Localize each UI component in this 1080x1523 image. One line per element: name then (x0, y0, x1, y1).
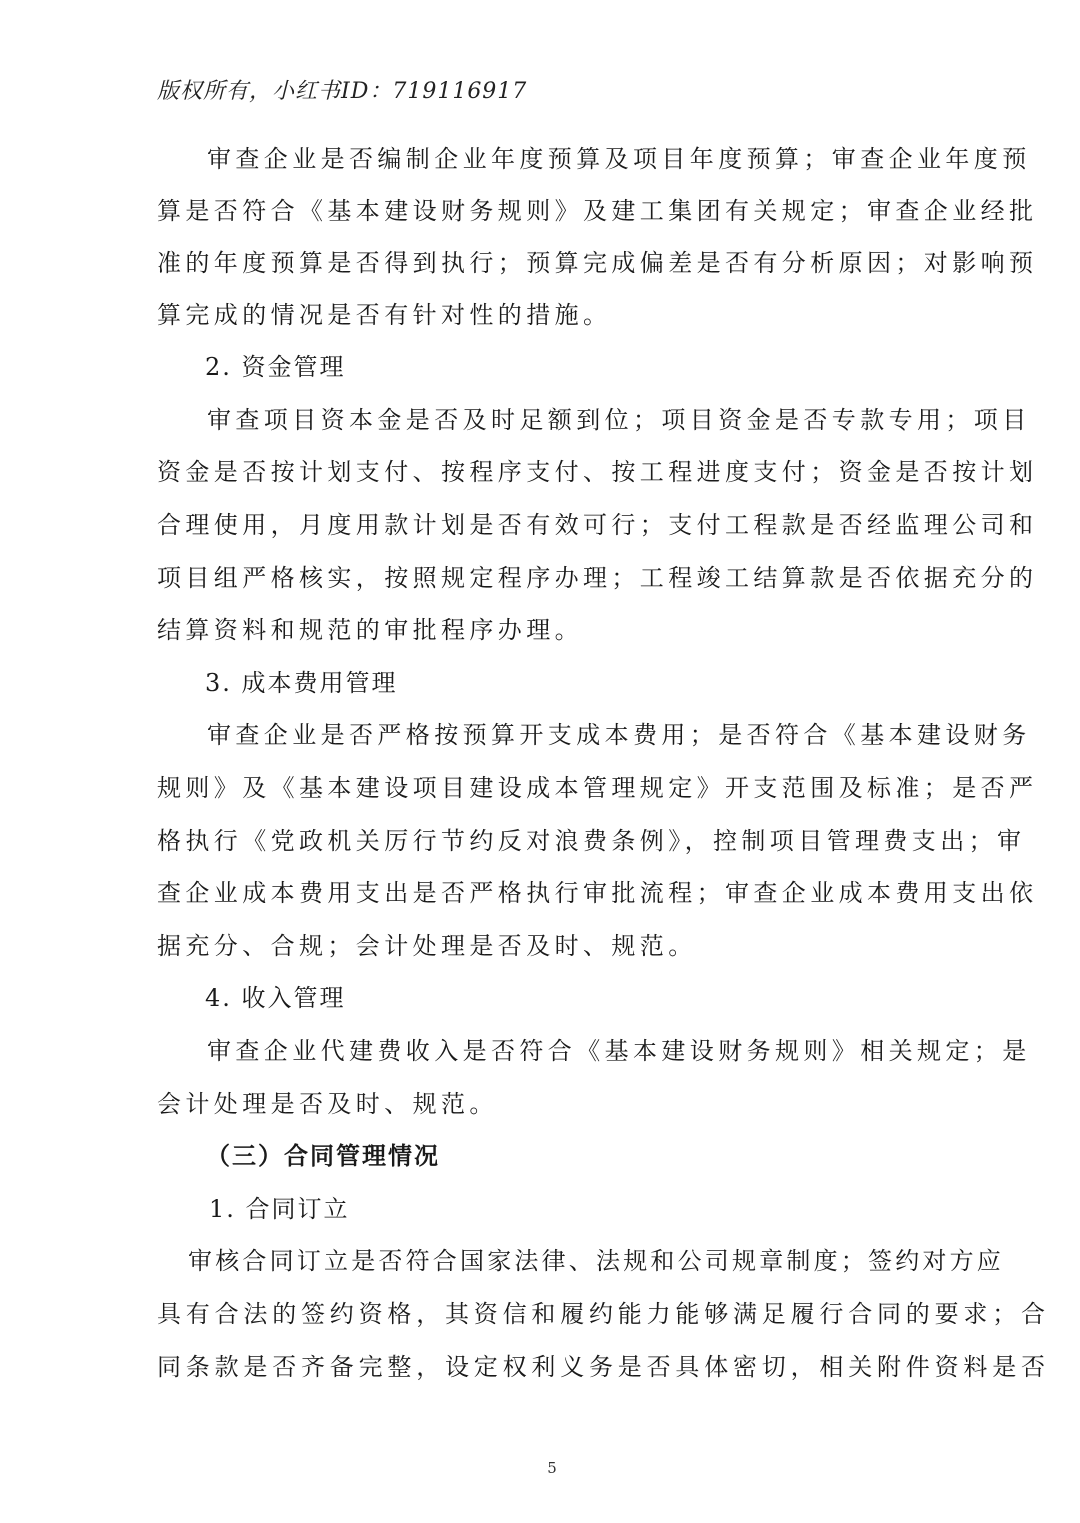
paragraph-line: 格执行《党政机关厉行节约反对浪费条例》，控制项目管理费支出；审 (157, 827, 1026, 855)
paragraph-line: 审核合同订立是否符合国家法律、法规和公司规章制度；签约对方应 (188, 1247, 1004, 1275)
paragraph-line: 审查企业是否严格按预算开支成本费用；是否符合《基本建设财务 (207, 721, 1031, 749)
paragraph-line: 准的年度预算是否得到执行；预算完成偏差是否有分析原因；对影响预 (157, 249, 1038, 277)
paragraph-line: 规则》及《基本建设项目建设成本管理规定》开支范围及标准；是否严 (157, 774, 1038, 802)
paragraph-line: 审查企业代建费收入是否符合《基本建设财务规则》相关规定；是 (207, 1037, 1031, 1065)
paragraph-line: 会计处理是否及时、规范。 (157, 1090, 498, 1118)
paragraph-line: 算完成的情况是否有针对性的措施。 (157, 301, 612, 329)
paragraph-line: 资金是否按计划支付、按程序支付、按工程进度支付；资金是否按计划 (157, 458, 1038, 486)
chapter-heading: （三）合同管理情况 (206, 1141, 440, 1170)
paragraph-line: 审查项目资本金是否及时足额到位；项目资金是否专款专用；项目 (207, 406, 1031, 434)
page-number: 5 (547, 1459, 557, 1477)
watermark-text: 版权所有，小红书ID：719116917 (157, 79, 528, 104)
paragraph-line: 同条款是否齐备完整，设定权利义务是否具体密切，相关附件资料是否 (157, 1353, 1050, 1381)
paragraph-line: 项目组严格核实，按照规定程序办理；工程竣工结算款是否依据充分的 (157, 564, 1038, 592)
paragraph-line: 查企业成本费用支出是否严格执行审批流程；审查企业成本费用支出依 (157, 879, 1038, 907)
section-heading: 3. 成本费用管理 (205, 669, 398, 697)
section-heading: 2. 资金管理 (205, 353, 346, 381)
paragraph-line: 据充分、合规；会计处理是否及时、规范。 (157, 932, 697, 960)
paragraph-line: 审查企业是否编制企业年度预算及项目年度预算；审查企业年度预 (207, 145, 1031, 173)
paragraph-line: 具有合法的签约资格，其资信和履约能力能够满足履行合同的要求；合 (157, 1300, 1050, 1328)
paragraph-line: 结算资料和规范的审批程序办理。 (157, 616, 583, 644)
section-heading: 4. 收入管理 (205, 984, 346, 1012)
paragraph-line: 算是否符合《基本建设财务规则》及建工集团有关规定；审查企业经批 (157, 197, 1038, 225)
paragraph-line: 合理使用，月度用款计划是否有效可行；支付工程款是否经监理公司和 (157, 511, 1038, 539)
section-heading: 1. 合同订立 (209, 1195, 350, 1223)
